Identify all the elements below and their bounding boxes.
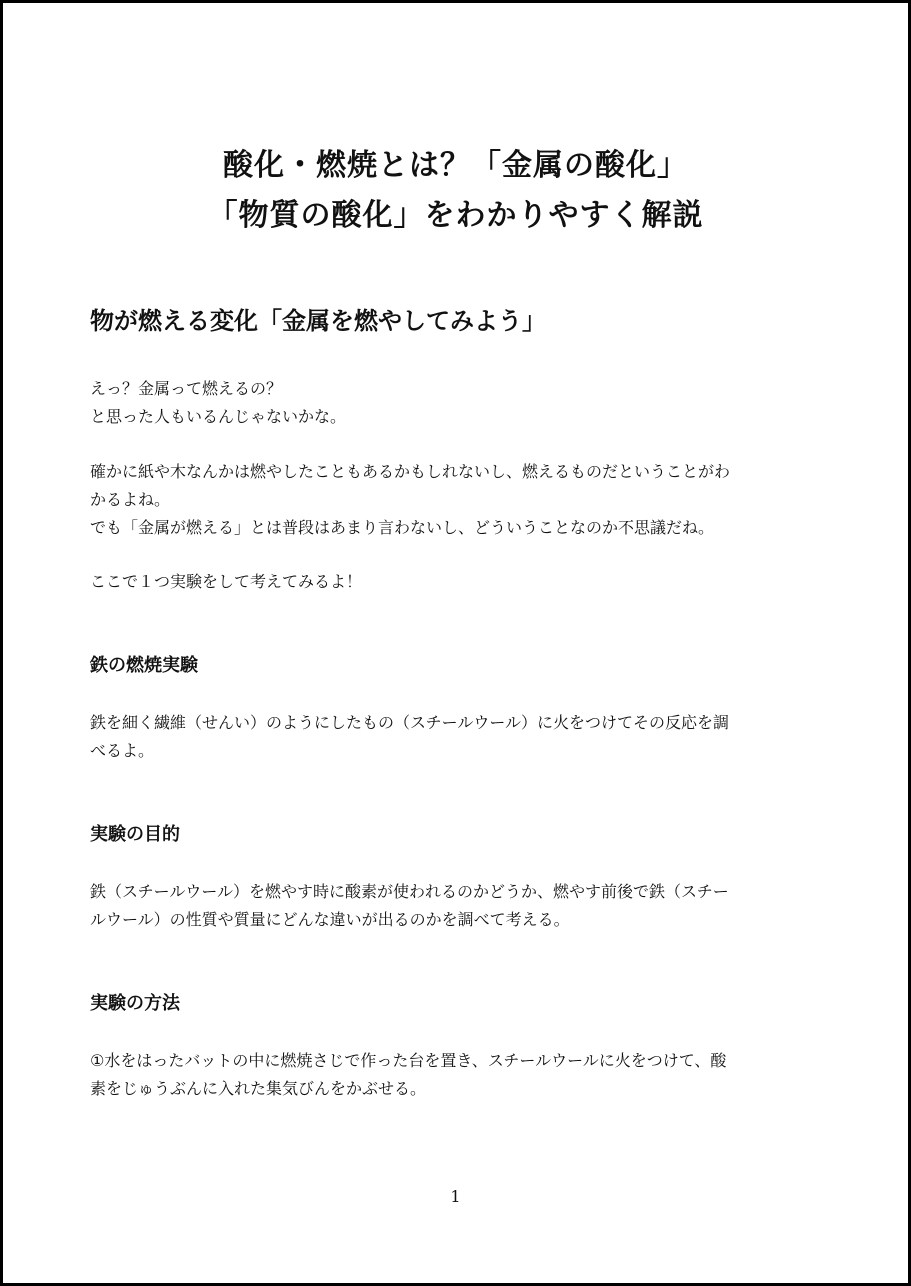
text-line: でも「金属が燃える」とは普段はあまり言わないし、どういうことなのか不思議だね。 [90, 518, 715, 537]
text-line: ここで１つ実験をして考えてみるよ！ [90, 572, 363, 591]
subsection-body-method [90, 1047, 830, 1103]
title-line-1: 酸化・燃焼とは？「金属の酸化」 [223, 148, 688, 183]
text-line: ①水をはったバットの中に燃焼さじで作った台を置き、スチールウールに火をつけて、酸 [90, 1051, 727, 1070]
text-line: ルウール）の性質や質量にどんな違いが出るのかを調べて考える。 [90, 910, 570, 929]
section-heading: 物が燃える変化「金属を燃やしてみよう」 [90, 307, 546, 335]
subsection-heading-iron-combustion: 鉄の燃焼実験 [90, 655, 198, 676]
text-line: と思った人もいるんじゃないかな。 [90, 407, 347, 426]
text-line: 鉄を細く繊維（せんい）のようにしたもの（スチールウール）に火をつけてその反応を調 [90, 713, 730, 732]
subsection-body-iron-combustion [90, 709, 830, 765]
paragraph-intro-2 [90, 458, 830, 542]
text-line: 確かに紙や木なんかは燃やしたこともあるかもしれないし、燃えるものだということがわ [90, 462, 731, 481]
text-line: べるよ。 [90, 741, 155, 760]
subsection-heading-purpose: 実験の目的 [90, 824, 180, 845]
subsection-heading-method: 実験の方法 [90, 993, 180, 1014]
text-line: 素をじゅうぶんに入れた集気びんをかぶせる。 [90, 1079, 427, 1098]
document-title [3, 141, 908, 241]
subsection-body-purpose [90, 878, 830, 934]
paragraph-intro-3 [90, 568, 830, 596]
page-number: 1 [450, 1187, 461, 1206]
title-line-2: 「物質の酸化」をわかりやすく解説 [207, 198, 704, 233]
text-line: えっ？金属って燃えるの？ [90, 379, 283, 398]
text-line: 鉄（スチールウール）を燃やす時に酸素が使われるのかどうか、燃やす前後で鉄（スチー [90, 882, 729, 901]
paragraph-intro-1 [90, 375, 830, 431]
text-line: かるよね。 [90, 490, 171, 509]
